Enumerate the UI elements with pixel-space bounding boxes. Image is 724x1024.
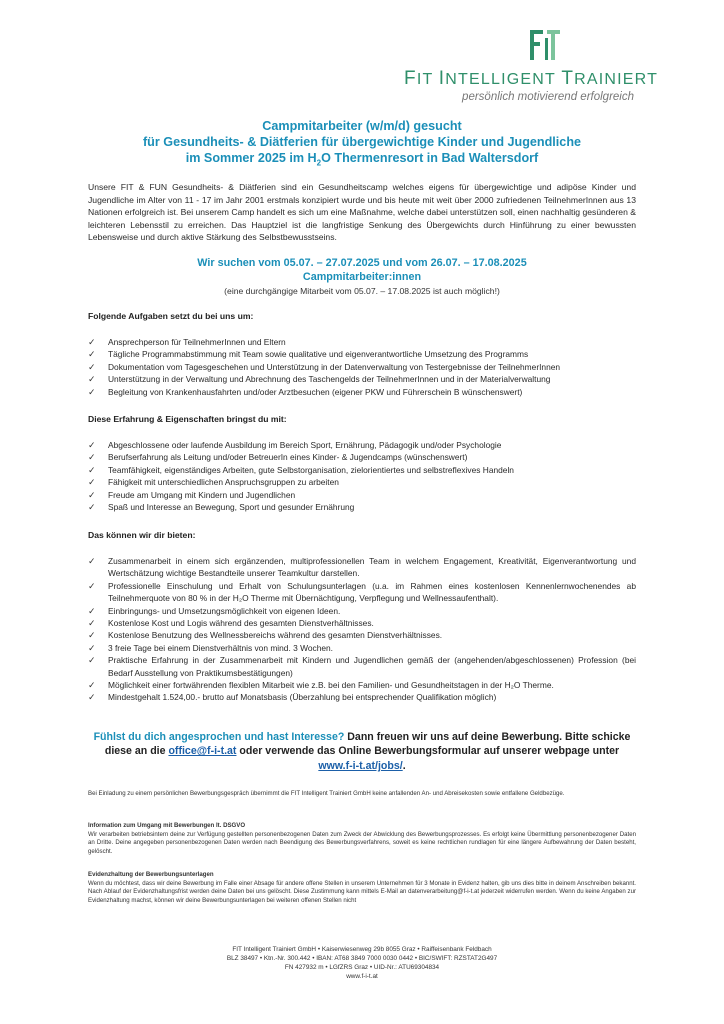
list-item: ✓ Praktische Erfahrung in der Zusammenarbeit mit Kindern und Jugendlichen gemäß der (angehenden/abgeschlossenen) Profession (bei Bedarf Ausstellung von Praktikumsbestätigungen): [88, 655, 636, 678]
list-item: ✓ Möglichkeit einer fortwährenden flexiblen Mitarbeit wie z.B. bei den Familien- und Gesundheitstagen in der H₂O Therme.: [88, 680, 554, 691]
call-to-action: Fühlst du dich angesprochen und hast Interesse? Dann freuen wir uns auf deine Bewerbung. Bitte schicke diese an die office@f-i-t.at oder verwende das Online Bewerbungsformular auf unserer webpage unter www.f-i-t.at/jobs/.: [93, 731, 631, 772]
list-item: ✓ Einbringungs- und Umsetzungsmöglichkeit von eigenen Ideen.: [88, 605, 341, 616]
tasks-title: Folgende Aufgaben setzt du bei uns um:: [88, 311, 254, 321]
dsgvo-title: Information zum Umgang mit Bewerbungen lt. DSGVO: [88, 822, 246, 829]
list-item: ✓ Berufserfahrung als Leitung und/oder BetreuerIn eines Kinder- & Jugendcamps (wünschenswert): [88, 452, 468, 463]
brand-tagline: persönlich motivierend erfolgreich: [462, 91, 634, 103]
list-item: ✓ Zusammenarbeit in einem sich ergänzenden, multiprofessionellen Team in welchem Engagement, Kreativität, Eigenverantwortung und Wertschätzung wichtige Bestandteile unserer Teamkultur darstellen.: [88, 556, 636, 579]
job-headline: [88, 118, 636, 172]
email-link[interactable]: office@f-i-t.at: [168, 745, 237, 758]
check-icon: ✓: [88, 477, 96, 488]
list-item: ✓ Unterstützung in der Verwaltung und Abrechnung des Taschengelds der TeilnehmerInnen und in der Materialverwaltung: [88, 374, 551, 385]
check-icon: ✓: [88, 502, 96, 513]
evidence-block: [88, 871, 636, 905]
list-item: ✓ Freude am Umgang mit Kindern und Jugendlichen: [88, 489, 296, 500]
check-icon: ✓: [88, 556, 96, 566]
offer-list: [88, 555, 636, 704]
check-icon: ✓: [88, 605, 96, 616]
list-item: ✓ Abgeschlossene oder laufende Ausbildung im Bereich Sport, Ernährung, Pädagogik und/oder Psychologie: [88, 440, 502, 450]
check-icon: ✓: [88, 440, 96, 450]
evidence-text: Wenn du möchtest, dass wir deine Bewerbung im Falle einer Absage für andere offene Stellen in unserem Unternehmen für 3 Monate in Evidenz halten, gib uns dies bitte in deinem Anschreiben bekannt. Nach Ablauf der Evidenzhaltungsfrist werden deine Daten bei uns gelöscht. Diese Zustimmung kann mittels E-Mail an datenverarbeitung@f-i-t.at jederzeit widerrufen werden. Wenn du keine Angaben zur Evidenzhaltung machst, können wir deine Bewerbungsunterlagen bei weiteren offenen Stellen nicht: [88, 879, 636, 904]
check-icon: ✓: [88, 618, 96, 629]
footer-line-2: BLZ 38497 • Ktn.-Nr. 300.442 • IBAN: AT68 3849 7000 0030 0442 • BIC/SWIFT: RZSTAT2G497: [226, 955, 498, 962]
check-icon: ✓: [88, 464, 96, 475]
check-icon: ✓: [88, 337, 96, 347]
list-item: ✓ Fähigkeit mit unterschiedlichen Anspruchsgruppen zu arbeiten: [88, 477, 339, 488]
list-item: ✓ Mindestgehalt 1.524,00.- brutto auf Monatsbasis (Überzahlung bei entsprechender Qualifikation möglich): [88, 692, 497, 703]
check-icon: ✓: [88, 680, 96, 691]
list-item: ✓ Professionelle Einschulung und Erhalt von Schulungsunterlagen (u.a. im Rahmen eines kostenlosen Kennenlernwochenendes ab Teilnehmerquote von 80 % in der H₂O Therme mit Übernächtigung, Verpflegung und Wellnessaufenthalt).: [88, 580, 636, 604]
list-item: ✓ Ansprechperson für TeilnehmerInnen und Eltern: [88, 337, 286, 347]
headline-line-1: Campmitarbeiter (w/m/d) gesucht: [262, 119, 462, 133]
check-icon: ✓: [88, 580, 96, 591]
headline-line-2: für Gesundheits- & Diätferien für übergewichtige Kinder und Jugendliche: [142, 135, 582, 149]
footer-line-3: FN 427932 m • LGfZRS Graz • UID-Nr.: ATU69304834: [284, 964, 440, 971]
list-item: ✓ 3 freie Tage bei einem Dienstverhältnis von mind. 3 Wochen.: [88, 642, 334, 653]
list-item: ✓ Dokumentation vom Tagesgeschehen und Unterstützung in der Datenverwaltung von Testergebnisse der TeilnehmerInnen: [88, 361, 561, 372]
check-icon: ✓: [88, 630, 96, 641]
check-icon: ✓: [88, 386, 96, 397]
check-icon: ✓: [88, 452, 96, 463]
list-item: ✓ Begleitung von Krankenhausfahrten und/oder Arztbesuchen (eigener PKW und Führerschein B wünschenswert): [88, 386, 523, 397]
brand-name: FIT INTELLIGENT TRAINIERT: [404, 68, 659, 89]
jobs-link[interactable]: www.f-i-t.at/jobs/: [318, 759, 403, 772]
company-logo: [404, 30, 659, 103]
evidence-title: Evidenzhaltung der Bewerbungsunterlagen: [88, 871, 214, 878]
list-item: ✓ Spaß und Interesse an Bewegung, Sport und gesunder Ernährung: [88, 502, 355, 513]
list-item: ✓ Tägliche Programmabstimmung mit Team sowie qualitative und eigenverantwortliche Umsetzung des Programms: [88, 349, 529, 360]
footer-website: www.f-i-t.at: [346, 973, 378, 980]
page-footer: [88, 945, 636, 981]
list-item: ✓ Kostenlose Benutzung des Wellnessbereichs während des gesamten Dienstverhältnisses.: [88, 630, 443, 641]
period-note: (eine durchgängige Mitarbeit vom 05.07. – 17.08.2025 ist auch möglich!): [224, 286, 500, 296]
list-item: ✓ Kostenlose Kost und Logis während des gesamten Dienstverhältnisses.: [88, 618, 374, 629]
dsgvo-text: Wir verarbeiten betriebsintern deine zur Verfügung gestellten personenbezogenen Daten zum Zweck der Abwicklung des Bewerbungsprozesses. Es erfolgt keine Übermittlung personenbezogener Daten an Dritte. Deine angegeben personenbezogenen Daten werden nach Beendigung des Bewerbungsverfahrens, soweit es keine rechtlichen rundlagen für eine längere Aufbewahrung der Daten besteht, gelöscht.: [88, 830, 636, 855]
list-item: ✓ Teamfähigkeit, eigenständiges Arbeiten, gute Selbstorganisation, zielorientiertes und selbstreflexives Handeln: [88, 464, 514, 475]
experience-list: [88, 439, 636, 513]
cta-question: Fühlst du dich angesprochen und hast Interesse?: [93, 731, 345, 743]
period-dates: Wir suchen vom 05.07. – 27.07.2025 und vom 26.07. – 17.08.2025: [197, 257, 527, 269]
period-role: Campmitarbeiter:innen: [302, 271, 422, 283]
experience-title: Diese Erfahrung & Eigenschaften bringst du mit:: [88, 414, 287, 424]
check-icon: ✓: [88, 374, 96, 385]
check-icon: ✓: [88, 349, 96, 360]
check-icon: ✓: [88, 692, 96, 703]
costs-note: Bei Einladung zu einem persönlichen Bewerbungsgespräch übernimmt die FIT Intelligent Trainiert GmbH keine anfallenden An- und Abreisekosten sowie entfallene Geldbezüge.: [88, 790, 565, 797]
tasks-list: [88, 336, 636, 398]
fit-logo-mark-icon: [530, 30, 560, 60]
headline-line-3: im Sommer 2025 im $H_2O$ Thermenresort in Bad Waltersdorf: [185, 151, 539, 168]
dsgvo-block: [88, 822, 636, 856]
offer-title: Das können wir dir bieten:: [88, 530, 196, 540]
check-icon: ✓: [88, 642, 96, 653]
period-block: [88, 256, 636, 298]
check-icon: ✓: [88, 655, 96, 666]
intro-paragraph: Unsere FIT & FUN Gesundheits- & Diätferien sind ein Gesundheitscamp welches eigens für übergewichtige und adipöse Kinder und Jugendliche im Alter von 11 - 17 im Jahr 2001 erstmals konzipiert wurde und bis heute mit weit über 2000 zufriedenen TeilnehmerInnen aus 13 Nationen erfolgreich ist. Bei unserem Camp handelt es sich um eine Maßnahme, welche dabei unterstützen soll, einen nachhaltig gesünderen & leichteren Lebensstil zu erreichen. Das Hauptziel ist die langfristige Senkung des Übergewichts durch Hinführung zu einer bewussten Lebensweise und durch aktive Stärkung des Selbstbewusstseins.: [88, 182, 636, 242]
footer-line-1: FIT Intelligent Trainiert GmbH • Kaiserwiesenweg 29b 8055 Graz • Raiffeisenbank Feldbach: [232, 946, 492, 953]
check-icon: ✓: [88, 361, 96, 372]
check-icon: ✓: [88, 489, 96, 500]
